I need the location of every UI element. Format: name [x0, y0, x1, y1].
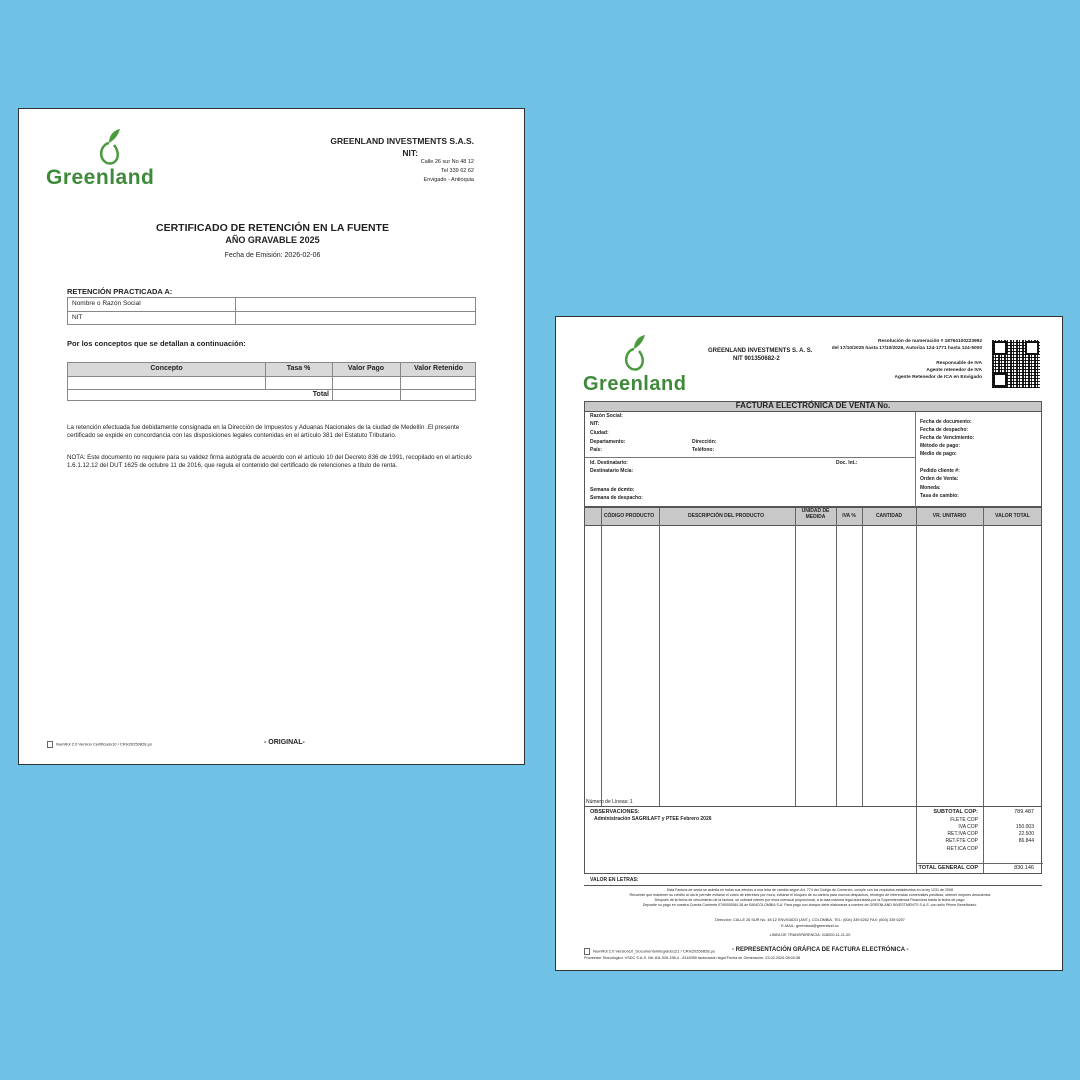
col-tasa: Tasa % — [286, 365, 311, 372]
invoice-company-name: GREENLAND INVESTMENTS S. A. S. — [708, 348, 813, 354]
field-doc-int: Doc. Int.: — [836, 460, 858, 466]
address-line-2: Tel 339 62 62 — [440, 168, 474, 174]
field-medio-pago: Medio de pago: — [920, 451, 957, 457]
field-pedido-cliente: Pedido cliente #: — [920, 468, 960, 474]
address-line-3: Envigado - Antioquia — [423, 177, 474, 183]
paragraph-note: NOTA: Este documento no requiere para su validez firma autógrafa de acuerdo con el artículo 10 del Decreto 836 de 1991, recopilado en el artículo 1.6.1.12.12 del DUT 1625 de octubre 11 de 2016, que regula el contenido del certificado de retenciones a título de renta. — [67, 454, 472, 469]
address-line-1: Calle 26 sur No 48 12 — [420, 159, 474, 165]
retention-heading: RETENCIÓN PRACTICADA A: — [67, 287, 173, 296]
field-pais: País: — [590, 447, 602, 453]
field-semana-despacho: Semana de despacho: — [590, 495, 643, 501]
col-cantidad: CANTIDAD — [875, 513, 903, 519]
retention-table — [67, 297, 476, 325]
field-telefono: Teléfono: — [692, 447, 715, 453]
col-concepto: Concepto — [150, 365, 183, 372]
iva-label: IVA COP — [958, 824, 978, 830]
qr-code — [991, 339, 1041, 389]
field-tasa-cambio: Tasa de cambio: — [920, 493, 959, 499]
certificate-footer-original: - ORIGINAL- — [264, 739, 305, 746]
ret-fte-value: 86.844 — [1018, 838, 1034, 844]
certificate-subtitle: AÑO GRAVABLE 2025 — [225, 235, 320, 245]
ret-ica-label: RET.ICA COP — [946, 846, 978, 852]
emission-date: Fecha de Emisión: 2026-02-06 — [224, 252, 321, 259]
certificate-title: CERTIFICADO DE RETENCIÓN EN LA FUENTE — [156, 222, 389, 234]
field-razon-social: Razón Social: — [590, 413, 623, 419]
legal-line-2: Recuerde que mantener su crédito al día le permite evitarse el cobro de intereses por mora, evitarse el bloqueo de su cartera para nuevos despachos, reintegro de referencias comerciales positivas, obtener mejores descuentos — [629, 893, 991, 897]
invoice-footer-center: - REPRESENTACIÓN GRÁFICA DE FACTURA ELECTRÓNICA - — [732, 947, 909, 953]
field-ciudad: Ciudad: — [590, 430, 609, 436]
concepts-heading: Por los conceptos que se detallan a continuación: — [67, 339, 246, 348]
col-valor-pago: Valor Pago — [347, 365, 385, 372]
invoice-footer-left — [584, 948, 715, 955]
ret-fte-label: RET.FTE COP — [945, 838, 978, 844]
flete-label: FLETE COP — [950, 817, 978, 823]
subtotal-label: SUBTOTAL COP: — [933, 809, 978, 815]
invoice-footer-left-text: NumRot 2.0 Version10_DocumentoIntegrado121 / CRIx20250828.ps — [593, 948, 715, 954]
legal-line-3: Después de la fecha de vencimiento de la factura, se cobrará interés por mora mensual proporcional, a la tasa máxima legal autorizada por la Superintendencia Financiera hasta la fecha de pago. — [654, 898, 966, 902]
resolution-line-1: Resolución de numeración # 18764100223992 — [878, 339, 982, 344]
total-general-label: TOTAL GENERAL COP — [918, 865, 978, 871]
field-fecha-vencimiento: Fecha de Vencimiento: — [920, 435, 975, 441]
retention-certificate — [18, 108, 525, 765]
retention-name-label: Nombre o Razón Social — [72, 300, 141, 307]
col-codigo: CÓDIGO PRODUCTO — [603, 513, 655, 519]
electronic-invoice — [555, 316, 1063, 971]
paragraph-consignment: La retención efectuada fue debidamente consignada en la Dirección de Impuestos y Aduanas Nacionales de la ciudad de Medellín .El presente certificado se expide en concordancia con las disposiciones legales contenidas en el artículo 381 del Estatuto Tributario. — [67, 424, 460, 439]
field-departamento: Departamento: — [590, 439, 626, 445]
transparency-line: LINEA DE TRANSPARENCIA: 018000-11-11-00 — [769, 933, 851, 937]
field-fecha-documento: Fecha de documento: — [920, 419, 972, 425]
observations-label: OBSERVACIONES: — [590, 809, 640, 815]
greenland-logo-icon — [619, 333, 649, 377]
observations-text: Administración SAGRILAFT y PTEE Febrero 2026 — [594, 816, 712, 822]
ret-iva-value: 22.500 — [1018, 831, 1034, 837]
field-metodo-pago: Método de pago: — [920, 443, 960, 449]
tax-line-3: Agente Retenedor de ICA en Envigado — [894, 375, 982, 380]
concepts-table — [67, 362, 476, 401]
valor-letras: VALOR EN LETRAS: — [590, 877, 639, 883]
invoice-logo-text: Greenland — [583, 373, 687, 395]
document-icon — [584, 948, 590, 955]
col-iva: IVA % — [842, 513, 856, 519]
col-vr-unitario: VR. UNITARIO — [932, 513, 967, 519]
col-valor-total: VALOR TOTAL — [995, 513, 1030, 519]
total-label: Total — [312, 391, 329, 398]
invoice-address: Dirección: CALLE 26 SUR No. 48 12 ENVIGADO (ANT.), COLOMBIA. TEL: (604) 339 6262 FAX: (604) 339 6207 — [715, 918, 905, 922]
legal-line-1: Esta Factura de venta se asimila en todos sus efectos a una letra de cambio según Art. 774 del Código de Comercio, cumple con los requisitos establecidos en la ley 1231 de 2008 — [666, 888, 954, 892]
invoice-email: E-MAIL: greenland@greenland.co — [781, 924, 839, 928]
subtotal-value: 789.487 — [1014, 809, 1034, 815]
field-orden-venta: Orden de Venta: — [920, 476, 959, 482]
field-fecha-despacho: Fecha de despacho: — [920, 427, 969, 433]
certificate-logo-text: Greenland — [46, 166, 155, 189]
document-icon — [47, 741, 53, 748]
tax-line-1: Responsable de IVA — [936, 361, 982, 366]
num-lines: Número de Líneas: 1 — [586, 799, 633, 805]
tax-line-2: Agente retenedor de IVA — [926, 368, 982, 373]
resolution-line-2: del 17/10/2025 hasta 17/10/2026, Autoriza 124-1771 hasta 124-5000 — [831, 346, 982, 351]
col-descripcion: DESCRIPCIÓN DEL PRODUCTO — [688, 513, 764, 519]
certificate-footer-left — [47, 741, 152, 748]
greenland-logo-icon — [94, 127, 124, 171]
field-moneda: Moneda: — [920, 485, 941, 491]
retention-nit-label: NIT — [72, 314, 83, 321]
field-semana-dcmto: Semana de dcmto: — [590, 487, 635, 493]
product-table — [584, 507, 1042, 807]
field-destinatario-mcia: Destinatario Mcía: — [590, 468, 634, 474]
col-unidad: UNIDAD DE MEDIDA — [801, 508, 830, 520]
field-id-destinatario: Id. Destinatario: — [590, 460, 628, 466]
provider-line: Proveedor Tecnológico: VSDC S.A.S. Nit: 811.026.198-4 - 8118359 facturación legal Fecha de Generación: 23.02.2026 08:00:38 — [584, 956, 801, 960]
nit-label: NIT: — [402, 148, 418, 158]
ret-iva-label: RET.IVA COP — [947, 831, 978, 837]
iva-value: 150.003 — [1015, 824, 1034, 830]
total-general-value: 830.146 — [1014, 865, 1034, 871]
col-valor-retenido: Valor Retenido — [413, 365, 463, 372]
legal-line-4: Deposite su pago en nuestra Cuenta Corriente 0790000084-38 de BANCOLOMBIA S.A. Para pago con cheque debe elaborarse a nombre de GREENLAND INVESTMENTS S.A.S. con sello Primer Beneficiario. — [642, 903, 978, 907]
company-name: GREENLAND INVESTMENTS S.A.S. — [330, 136, 474, 146]
field-nit: NIT: — [590, 421, 600, 427]
invoice-company-nit: NIT 901350682-2 — [733, 356, 780, 362]
invoice-title: FACTURA ELECTRÓNICA DE VENTA No. — [735, 401, 891, 410]
footer-left-text: NumRot 2.0 Version Certificado10 / CRIx20250828.ps — [56, 741, 152, 747]
customer-info-box — [584, 412, 1042, 507]
field-direccion: Dirección: — [692, 439, 717, 445]
